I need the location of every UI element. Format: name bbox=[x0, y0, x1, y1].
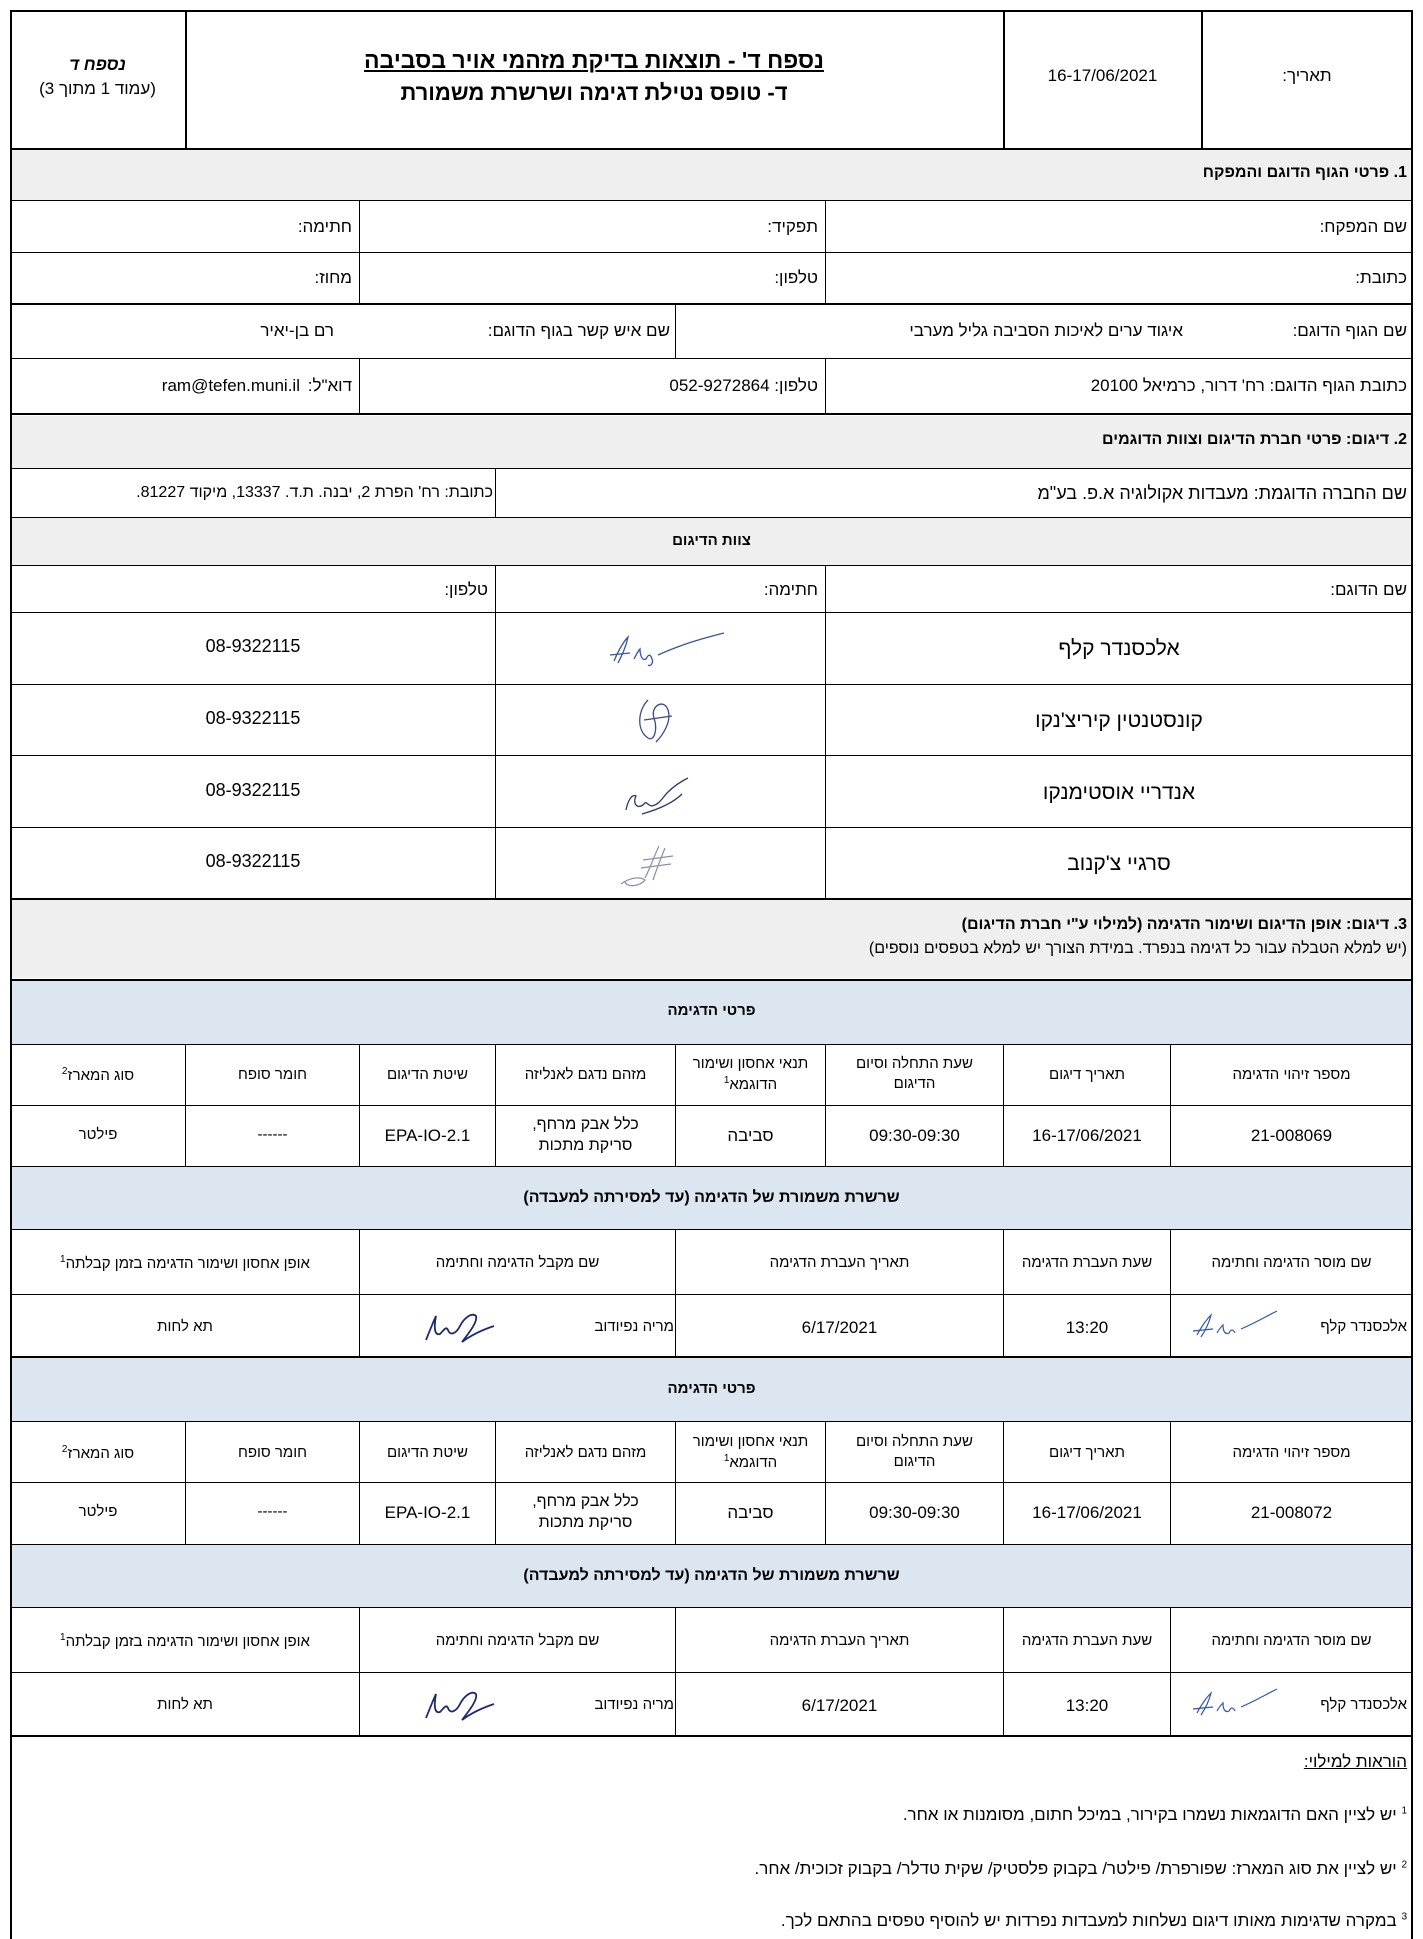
sample-storage: סביבה bbox=[727, 1126, 774, 1145]
chain-giver: אלכסנדר קלף bbox=[1320, 1696, 1407, 1713]
section3-note: (יש למלא הטבלה עבור כל דגימה בנפרד. במידת הצורך יש למלא בטפסים נוספים) bbox=[868, 940, 1407, 957]
col-sampling-date: תאריך דיגום bbox=[1049, 1066, 1125, 1083]
col-container: סוג המארז$^2$ bbox=[61, 1444, 135, 1462]
sample-details-title: פרטי הדגימה bbox=[667, 1380, 756, 1397]
team-member-phone: 08-9322115 bbox=[205, 780, 301, 800]
col-time-a: שעת התחלה וסיום bbox=[856, 1055, 973, 1072]
chain-col-giver: שם מוסר הדגימה וחתימה bbox=[1211, 1254, 1372, 1271]
col-sorbent: חומר סופח bbox=[237, 1066, 307, 1083]
team-heading: צוות הדיגום bbox=[672, 532, 751, 549]
chain-col-time: שעת העברת הדגימה bbox=[1021, 1254, 1153, 1271]
col-storage-a: תנאי אחסון ושימור bbox=[692, 1433, 809, 1450]
chain-col-time: שעת העברת הדגימה bbox=[1021, 1632, 1153, 1649]
chain-receiver: מריה נפיודוב bbox=[594, 1318, 674, 1335]
section3-heading: 3. דיגום: אופן הדיגום ושימור הדגימה (למילוי ע"י חברת הדיגום) bbox=[961, 916, 1407, 933]
sampler-body-value: איגוד ערים לאיכות הסביבה גליל מערבי bbox=[909, 321, 1183, 340]
col-time-a: שעת התחלה וסיום bbox=[856, 1433, 973, 1450]
col-sorbent: חומר סופח bbox=[237, 1444, 307, 1461]
signature-image bbox=[1185, 1683, 1280, 1723]
team-member-name: אלכסנדר קלף bbox=[1058, 637, 1180, 660]
chain-receiver: מריה נפיודוב bbox=[594, 1696, 674, 1713]
col-time-b: הדיגום bbox=[893, 1453, 936, 1470]
chain-title: שרשרת משמורת של הדגימה (עד למסירתה למעבדה) bbox=[523, 1567, 900, 1584]
chain-col-storage: אופן אחסון ושימור הדגימה בזמן קבלתה$^1$ bbox=[60, 1632, 310, 1650]
signature-image bbox=[615, 838, 695, 893]
col-method: שיטת הדיגום bbox=[387, 1066, 468, 1083]
col-pollutant: מזהם נדגם לאנליזה bbox=[524, 1066, 647, 1083]
instructions-title: הוראות למילוי: bbox=[1303, 1752, 1407, 1771]
sample-pollutant-b: סריקת מתכות bbox=[538, 1514, 633, 1531]
signature-image bbox=[612, 770, 702, 825]
team-member-phone: 08-9322115 bbox=[205, 851, 301, 871]
sample-id: 21-008069 bbox=[1250, 1126, 1333, 1145]
col-pollutant: מזהם נדגם לאנליזה bbox=[524, 1444, 647, 1461]
signature-image bbox=[600, 625, 730, 673]
sample-container: פילטר bbox=[78, 1503, 118, 1520]
section2-heading: 2. דיגום: פרטי חברת הדיגום וצוות הדוגמים bbox=[1102, 431, 1407, 448]
table-divider bbox=[1003, 1421, 1004, 1544]
instruction-note: $^1$ יש לציין האם הדוגמאות נשמרו בקירור, במיכל חתום, מסומנות או אחר. bbox=[902, 1805, 1407, 1824]
sample-pollutant-a: כלל אבק מרחף, bbox=[532, 1493, 639, 1510]
chain-time: 13:20 bbox=[1065, 1696, 1109, 1715]
sample-pollutant-b: סריקת מתכות bbox=[538, 1137, 633, 1154]
table-divider bbox=[1170, 1044, 1171, 1166]
chain-receipt-storage: תא לחות bbox=[157, 1318, 213, 1335]
col-time-b: הדיגום bbox=[893, 1075, 936, 1092]
body-phone: טלפון: 052-9272864 bbox=[669, 376, 818, 395]
sample-storage: סביבה bbox=[727, 1503, 774, 1522]
chain-giver: אלכסנדר קלף bbox=[1320, 1318, 1407, 1335]
chain-col-storage: אופן אחסון ושימור הדגימה בזמן קבלתה$^1$ bbox=[60, 1254, 310, 1272]
team-member-phone: 08-9322115 bbox=[205, 636, 301, 656]
sample-date: 16-17/06/2021 bbox=[1032, 1503, 1142, 1522]
chain-receipt-storage: תא לחות bbox=[157, 1696, 213, 1713]
email-value: ram@tefen.muni.il bbox=[161, 376, 300, 395]
table-divider bbox=[1003, 1044, 1004, 1166]
sample-sorbent: ------ bbox=[257, 1126, 288, 1143]
col-storage-a: תנאי אחסון ושימור bbox=[692, 1055, 809, 1072]
team-col-phone: טלפון: bbox=[444, 580, 488, 599]
instruction-note: $^2$ יש לציין את סוג המארז: שפורפרת/ פילטר/ בקבוק פלסטיק/ שקית טדלר/ בקבוק זכוכית/ אחר. bbox=[754, 1859, 1407, 1878]
col-storage-b: הדוגמא$^1$ bbox=[723, 1453, 778, 1471]
district-label: מחוז: bbox=[314, 268, 352, 287]
team-col-name: שם הדוגם: bbox=[1330, 580, 1407, 599]
chain-col-receiver: שם מקבל הדגימה וחתימה bbox=[435, 1254, 600, 1271]
chain-title: שרשרת משמורת של הדגימה (עד למסירתה למעבדה) bbox=[523, 1189, 900, 1206]
company-address: כתובת: רח' הפרת 2, יבנה. ת.ד. 13337, מיקוד 81227. bbox=[136, 484, 493, 501]
team-member-name: סרגיי צ'קנוב bbox=[1067, 852, 1171, 875]
sample-time: 09:30-09:30 bbox=[869, 1503, 960, 1522]
col-sample-id: מספר זיהוי הדגימה bbox=[1232, 1066, 1351, 1083]
col-sampling-date: תאריך דיגום bbox=[1049, 1444, 1125, 1461]
sample-pollutant-a: כלל אבק מרחף, bbox=[532, 1116, 639, 1133]
signature-image bbox=[420, 1678, 510, 1728]
address-label: כתובת: bbox=[1355, 268, 1407, 287]
chain-col-receiver: שם מקבל הדגימה וחתימה bbox=[435, 1632, 600, 1649]
contact-value: רם בן-יאיר bbox=[260, 321, 334, 340]
signature-image bbox=[420, 1300, 510, 1350]
signature-label: חתימה: bbox=[297, 217, 352, 236]
col-sample-id: מספר זיהוי הדגימה bbox=[1232, 1444, 1351, 1461]
team-member-name: קונסטנטין קיריצ'נקו bbox=[1035, 709, 1203, 732]
sample-details-title: פרטי הדגימה bbox=[667, 1002, 756, 1019]
chain-time: 13:20 bbox=[1065, 1318, 1109, 1337]
supervisor-name-label: שם המפקח: bbox=[1319, 217, 1407, 236]
sample-method: EPA-IO-2.1 bbox=[384, 1126, 471, 1145]
table-divider bbox=[1170, 1421, 1171, 1544]
form-subtitle: ד- טופס נטילת דגימה ושרשרת משמורת bbox=[400, 80, 788, 105]
company-name: שם החברה הדוגמת: מעבדות אקולוגיה א.פ. בע"מ bbox=[1037, 483, 1407, 503]
team-member-phone: 08-9322115 bbox=[205, 708, 301, 728]
instruction-note: $^3$ במקרה שדגימות מאותו דיגום נשלחות למעבדות נפרדות יש להוסיף טפסים בהתאם לכך. bbox=[780, 1911, 1407, 1930]
team-member-name: אנדריי אוסטימנקו bbox=[1042, 781, 1196, 804]
phone-label: טלפון: bbox=[774, 268, 818, 287]
sample-method: EPA-IO-2.1 bbox=[384, 1503, 471, 1522]
sample-id: 21-008072 bbox=[1250, 1503, 1333, 1522]
col-container: סוג המארז$^2$ bbox=[61, 1066, 135, 1084]
email-label: דוא"ל: bbox=[307, 376, 352, 395]
body-address: כתובת הגוף הדוגם: רח' דרור, כרמיאל 20100 bbox=[1090, 376, 1407, 395]
role-label: תפקיד: bbox=[767, 217, 818, 236]
chain-date: 6/17/2021 bbox=[801, 1318, 878, 1337]
signature-image bbox=[1185, 1305, 1280, 1345]
chain-col-date: תאריך העברת הדגימה bbox=[769, 1254, 910, 1271]
chain-col-date: תאריך העברת הדגימה bbox=[769, 1632, 910, 1649]
section1-heading: 1. פרטי הגוף הדוגם והמפקח bbox=[1202, 164, 1407, 181]
sample-date: 16-17/06/2021 bbox=[1032, 1126, 1142, 1145]
col-method: שיטת הדיגום bbox=[387, 1444, 468, 1461]
form-title: נספח ד' - תוצאות בדיקת מזהמי אויר בסביבה bbox=[364, 47, 824, 73]
sample-time: 09:30-09:30 bbox=[869, 1126, 960, 1145]
chain-date: 6/17/2021 bbox=[801, 1696, 878, 1715]
page-note: (עמוד 1 מתוך 3) bbox=[39, 79, 156, 98]
chain-col-giver: שם מוסר הדגימה וחתימה bbox=[1211, 1632, 1372, 1649]
signature-image bbox=[628, 690, 688, 750]
appendix-label: נספח ד bbox=[69, 55, 126, 74]
sampler-body-label: שם הגוף הדוגם: bbox=[1292, 321, 1407, 340]
contact-label: שם איש קשר בגוף הדוגם: bbox=[487, 321, 670, 340]
date-label: תאריך: bbox=[1282, 66, 1332, 85]
form-date: 16-17/06/2021 bbox=[1047, 66, 1158, 85]
col-storage-b: הדוגמא$^1$ bbox=[723, 1075, 778, 1093]
sample-container: פילטר bbox=[78, 1126, 118, 1143]
team-col-signature: חתימה: bbox=[763, 580, 818, 599]
sample-sorbent: ------ bbox=[257, 1503, 288, 1520]
